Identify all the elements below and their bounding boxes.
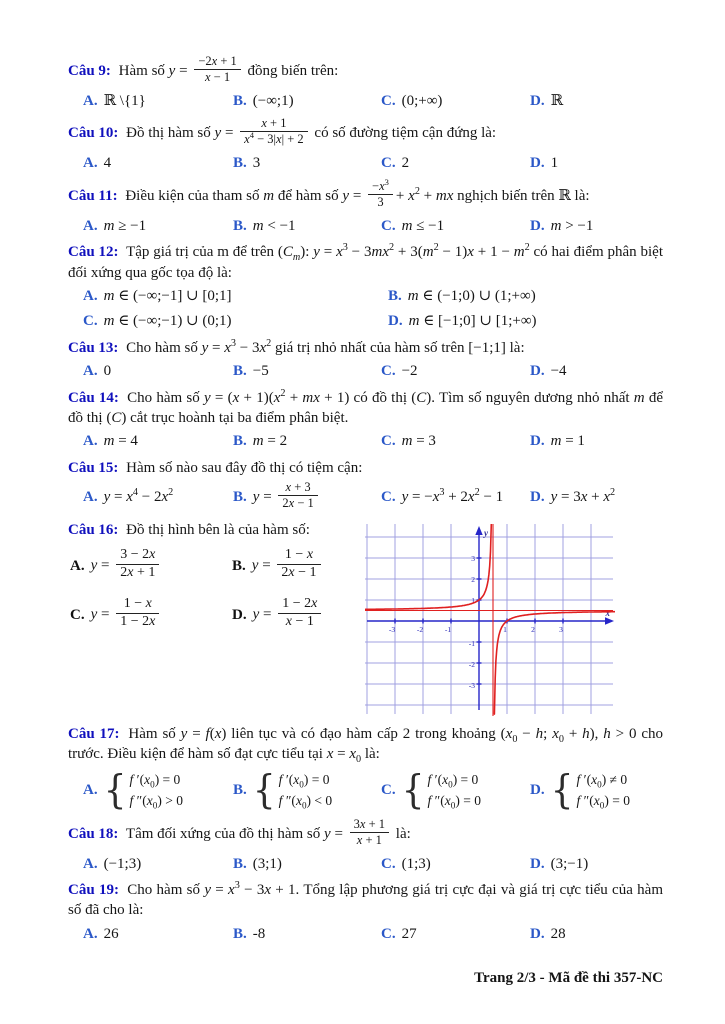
math-fraction — [278, 480, 317, 511]
graph-grid — [365, 524, 613, 714]
question-label: Câu 9: — [68, 62, 111, 79]
y-tick-label: 1 — [471, 596, 475, 606]
option-18a — [83, 854, 233, 874]
option-text: (1;3) — [401, 855, 431, 872]
option-text: m ∈ (−∞;−1] ∪ [0;1] — [103, 287, 232, 304]
fraction-denominator: 1 − 2x — [116, 613, 159, 631]
math-expression: y = — [90, 606, 114, 623]
option-letter: D. — [388, 313, 403, 330]
option-letter: C. — [381, 217, 396, 234]
option-letter: C. — [381, 363, 396, 380]
math-expression: y = — [168, 62, 192, 79]
option-text: 28 — [550, 925, 566, 942]
question-text: là: — [395, 825, 411, 842]
option-text: (0;+∞) — [401, 93, 443, 109]
option-letter: C. — [381, 489, 396, 506]
fraction-denominator: 3 — [368, 194, 393, 210]
question-text: Đồ thị hình bên là của hàm số: — [126, 522, 310, 539]
question-label: Câu 19: — [68, 882, 119, 899]
option-text: m = 3 — [401, 433, 436, 450]
question-10 — [68, 117, 663, 173]
option-letter: B. — [233, 93, 247, 109]
option-letter: A. — [83, 217, 98, 234]
fraction-denominator: x + 1 — [350, 832, 389, 848]
fraction-denominator: x − 1 — [194, 69, 240, 85]
option-14a — [83, 431, 233, 451]
math-expression: y = — [252, 606, 276, 623]
graph-axes — [367, 533, 607, 710]
brace-symbol: { — [252, 767, 276, 813]
option-text: m = 4 — [103, 433, 138, 450]
fraction-denominator: 2x − 1 — [277, 564, 320, 582]
question-11 — [68, 176, 663, 236]
fraction-numerator: 3x + 1 — [353, 816, 386, 831]
option-letter: C. — [83, 313, 98, 330]
x-tick-label: -3 — [388, 625, 396, 635]
brace-symbol: { — [103, 767, 127, 813]
question-label: Câu 14: — [68, 389, 119, 406]
option-text: 26 — [103, 925, 119, 942]
option-text: m ∈ (−1;0) ∪ (1;+∞) — [407, 287, 536, 304]
option-10c — [381, 153, 530, 173]
option-letter: C. — [70, 606, 85, 623]
option-text: −5 — [252, 363, 269, 380]
option-letter: D. — [530, 217, 545, 234]
option-letter: D. — [530, 433, 545, 450]
y-axis-arrow — [475, 526, 482, 535]
option-16c — [70, 597, 232, 634]
system-row: f $''(x_0) = 0$ — [427, 792, 481, 811]
option-18d — [530, 854, 663, 874]
question-text: Điều kiện của tham số m để hàm số — [125, 187, 339, 204]
math-fraction — [116, 547, 159, 582]
question-label: Câu 11: — [68, 187, 118, 204]
option-letter: D. — [530, 489, 545, 506]
y-tick-label: 2 — [471, 575, 475, 585]
question-text: Hàm số — [118, 62, 165, 79]
option-17d — [530, 767, 663, 813]
option-letter: A. — [83, 93, 98, 109]
option-text: (−∞;1) — [252, 93, 294, 109]
y-tick-label: -1 — [468, 639, 475, 649]
option-10b — [233, 153, 381, 173]
question-text: Đồ thị hàm số — [126, 125, 211, 142]
option-13d — [530, 361, 663, 381]
question-14 — [68, 388, 663, 452]
option-13a — [83, 361, 233, 381]
graph-curve — [365, 524, 615, 714]
equation-system — [252, 767, 333, 813]
option-text: $y = 3x + x^2$ — [550, 487, 616, 506]
fraction-numerator: $-x^3$ — [372, 176, 389, 193]
option-text: m > −1 — [550, 217, 594, 234]
option-17a — [83, 767, 233, 813]
option-text: m < −1 — [252, 217, 296, 234]
option-letter: A. — [83, 855, 98, 872]
option-letter: A. — [83, 433, 98, 450]
question-text: Hàm số nào sau đây đồ thị có tiệm cận: — [126, 459, 363, 476]
page-footer: Trang 2/3 - Mã đề thi 357-NC — [474, 970, 663, 986]
option-letter: A. — [83, 155, 98, 172]
option-text: m ∈ (−∞;−1) ∪ (0;1) — [103, 313, 232, 330]
option-9c — [381, 91, 530, 111]
fraction-numerator: x + 3 — [285, 480, 311, 495]
math-expression: + $x^2$ + mx — [395, 185, 454, 204]
system-row: f $'(x_0) = 0$ — [278, 771, 330, 790]
fraction-numerator: 3 − 2x — [120, 547, 156, 563]
option-text: m = 1 — [550, 433, 585, 450]
option-13b — [233, 361, 381, 381]
option-10d — [530, 153, 663, 173]
option-16a — [70, 548, 232, 585]
question-16 — [68, 520, 663, 720]
y-tick-label: 3 — [471, 554, 475, 564]
option-12b — [388, 286, 663, 306]
question-15 — [68, 458, 663, 514]
option-19d — [530, 924, 663, 944]
option-17b — [233, 767, 381, 813]
option-12c — [83, 311, 388, 331]
system-row: f $''(x_0) = 0$ — [576, 792, 630, 811]
option-9b — [233, 91, 381, 111]
system-row: f $''(x_0) > 0$ — [129, 792, 183, 811]
option-letter: B. — [233, 433, 247, 450]
option-10a — [83, 153, 233, 173]
option-letter: B. — [233, 217, 247, 234]
option-letter: D. — [232, 606, 247, 623]
equation-system — [103, 767, 183, 813]
option-text: m ≥ −1 — [103, 217, 147, 234]
math-expression: y = — [251, 558, 275, 575]
option-letter: D. — [530, 855, 545, 872]
option-11a — [83, 216, 233, 236]
equation-system — [401, 767, 481, 813]
math-fraction — [194, 54, 240, 85]
option-letter: C. — [381, 855, 396, 872]
option-letter: A. — [83, 782, 98, 799]
math-expression: y = — [342, 187, 366, 204]
option-text: -8 — [252, 925, 266, 942]
question-label: Câu 13: — [68, 339, 119, 356]
question-text: nghịch biến trên ℝ là: — [457, 187, 590, 204]
x-axis-label: x — [605, 608, 610, 619]
option-letter: B. — [233, 363, 247, 380]
option-text: m ∈ [−1;0] ∪ [1;+∞) — [408, 313, 537, 330]
question-label: Câu 18: — [68, 825, 119, 842]
math-fraction — [116, 596, 159, 631]
math-fraction — [240, 116, 308, 147]
option-letter: D. — [530, 363, 545, 380]
math-expression: y = — [90, 558, 114, 575]
fraction-denominator: 2x − 1 — [278, 495, 317, 511]
question-18 — [68, 818, 663, 874]
y-axis-label: y — [484, 528, 488, 539]
option-letter: D. — [530, 93, 545, 109]
option-text: 3 — [252, 155, 261, 172]
option-17c — [381, 767, 530, 813]
fraction-numerator: 1 − x — [284, 547, 314, 563]
option-12a — [83, 286, 388, 306]
fraction-numerator: x + 1 — [261, 116, 287, 131]
question-text: có số đường tiệm cận đứng là: — [314, 125, 497, 142]
y-tick-label: -2 — [468, 660, 475, 670]
x-tick-label: 3 — [559, 625, 563, 635]
option-text: (3;−1) — [550, 855, 589, 872]
option-15a — [83, 487, 233, 507]
question-text: Tâm đối xứng của đồ thị hàm số — [125, 825, 321, 842]
question-text: Cho hàm số $y = x^3 - 3x^2$ giá trị nhỏ nhất của hàm số trên [−1;1] là: — [126, 337, 525, 356]
option-18b — [233, 854, 381, 874]
x-tick-label: 2 — [531, 625, 535, 635]
question-19 — [68, 880, 663, 944]
math-expression: y = — [214, 125, 238, 142]
option-text: 27 — [401, 925, 417, 942]
question-17 — [68, 724, 663, 812]
option-14d — [530, 431, 663, 451]
question-13 — [68, 338, 663, 382]
x-axis-arrow — [605, 617, 614, 624]
option-text: −4 — [550, 363, 567, 380]
option-letter: C. — [381, 925, 396, 942]
option-15d — [530, 487, 663, 507]
option-19c — [381, 924, 530, 944]
option-letter: B. — [232, 558, 246, 575]
option-letter: C. — [381, 782, 396, 799]
math-fraction — [277, 547, 320, 582]
question-9 — [68, 55, 663, 111]
fraction-numerator: −2x + 1 — [198, 54, 237, 68]
option-11d — [530, 216, 663, 236]
math-fraction — [278, 596, 321, 631]
option-text: (−1;3) — [103, 855, 142, 872]
option-text: 0 — [103, 363, 112, 380]
option-letter: B. — [233, 782, 247, 799]
question-label: Câu 15: — [68, 459, 119, 476]
option-letter: C. — [381, 93, 396, 109]
question-text: Hàm số y = f(x) liên tục và có đạo hàm cấp 2 trong khoảng ($x_0 - h$; $x_0 + h$), h > 0 cho trước. Điều kiện để hàm số đạt cực tiểu tại $x = x_0$ là: — [68, 726, 664, 766]
option-text: 1 — [550, 155, 559, 172]
fraction-denominator: 2x + 1 — [116, 564, 159, 582]
option-letter: B. — [233, 855, 247, 872]
fraction-denominator: x − 1 — [278, 613, 321, 631]
option-13c — [381, 361, 530, 381]
option-letter: A. — [70, 558, 85, 575]
math-expression: y = — [324, 825, 347, 842]
option-text: m = 2 — [252, 433, 288, 450]
question-text: đồng biến trên: — [247, 62, 339, 79]
x-tick-label: -1 — [444, 625, 452, 635]
x-tick-label: 1 — [503, 625, 507, 635]
option-14c — [381, 431, 530, 451]
option-letter: D. — [530, 782, 545, 799]
option-text: m ≤ −1 — [401, 217, 445, 234]
math-fraction — [368, 176, 393, 210]
question-label: Câu 12: — [68, 244, 119, 261]
option-text: ℝ \{1} — [103, 93, 146, 109]
option-text: 2 — [401, 155, 410, 172]
fraction-denominator: $x^4 - 3|x| + 2$ — [240, 131, 308, 147]
option-letter: A. — [83, 489, 98, 506]
option-text: $y = x^4 - 2x^2$ — [103, 487, 174, 506]
option-19b — [233, 924, 381, 944]
system-row: f $'(x_0) = 0$ — [129, 771, 181, 790]
question-label: Câu 17: — [68, 726, 120, 743]
option-11b — [233, 216, 381, 236]
question-label: Câu 10: — [68, 125, 119, 142]
equation-system — [550, 767, 630, 813]
brace-symbol: { — [550, 767, 574, 813]
option-text: (3;1) — [252, 855, 282, 872]
option-letter: D. — [530, 925, 545, 942]
option-letter: B. — [233, 925, 247, 942]
question-text: Tập giá trị của m để trên $(C_m)$: $y = x^3 - 3mx^2 + 3(m^2 - 1)x + 1 - m^2$ có hai điểm phân biệt đối xứng qua gốc tọa độ là: — [68, 242, 663, 281]
option-text: $y = -x^3 + 2x^2 - 1$ — [401, 487, 504, 506]
option-15c — [381, 487, 530, 507]
option-11c — [381, 216, 530, 236]
option-9a — [83, 91, 233, 111]
option-15b — [233, 481, 381, 514]
option-letter: B. — [388, 287, 402, 304]
option-19a — [83, 924, 233, 944]
brace-symbol: { — [401, 767, 425, 813]
option-9d — [530, 91, 663, 111]
x-tick-label: -2 — [416, 625, 424, 635]
option-14b — [233, 431, 381, 451]
fraction-numerator: 1 − x — [123, 596, 152, 612]
system-row: f $'(x_0) \ne 0$ — [576, 771, 628, 790]
question-12 — [68, 242, 663, 332]
question-label: Câu 16: — [68, 522, 119, 539]
option-text: −2 — [401, 363, 418, 380]
option-text: ℝ — [550, 93, 564, 109]
option-letter: A. — [83, 287, 98, 304]
option-letter: C. — [381, 433, 396, 450]
option-letter: A. — [83, 925, 98, 942]
math-expression: y = — [252, 489, 276, 506]
function-graph — [365, 524, 615, 716]
option-text: 4 — [103, 155, 112, 172]
fraction-numerator: 1 − 2x — [282, 596, 318, 612]
option-letter: A. — [83, 363, 98, 380]
option-12d — [388, 311, 663, 331]
question-text: Cho hàm số $y = (x + 1)(x^2$ + mx + 1) có đồ thị (C). Tìm số nguyên dương nhỏ nhất m để đồ thị (C) cắt trục hoành tại ba điểm phân biệt. — [68, 387, 663, 426]
question-text: Cho hàm số $y = x^3 - 3x + 1$. Tổng lập phương giá trị cực đại và giá trị cực tiểu của hàm số đã cho là: — [68, 880, 663, 919]
option-letter: C. — [381, 155, 396, 172]
option-letter: B. — [233, 489, 247, 506]
system-row: f $''(x_0) < 0$ — [278, 792, 333, 811]
math-fraction — [350, 817, 389, 848]
y-tick-label: -3 — [468, 681, 475, 691]
system-row: f $'(x_0) = 0$ — [427, 771, 479, 790]
option-letter: D. — [530, 155, 545, 172]
option-18c — [381, 854, 530, 874]
option-letter: B. — [233, 155, 247, 172]
